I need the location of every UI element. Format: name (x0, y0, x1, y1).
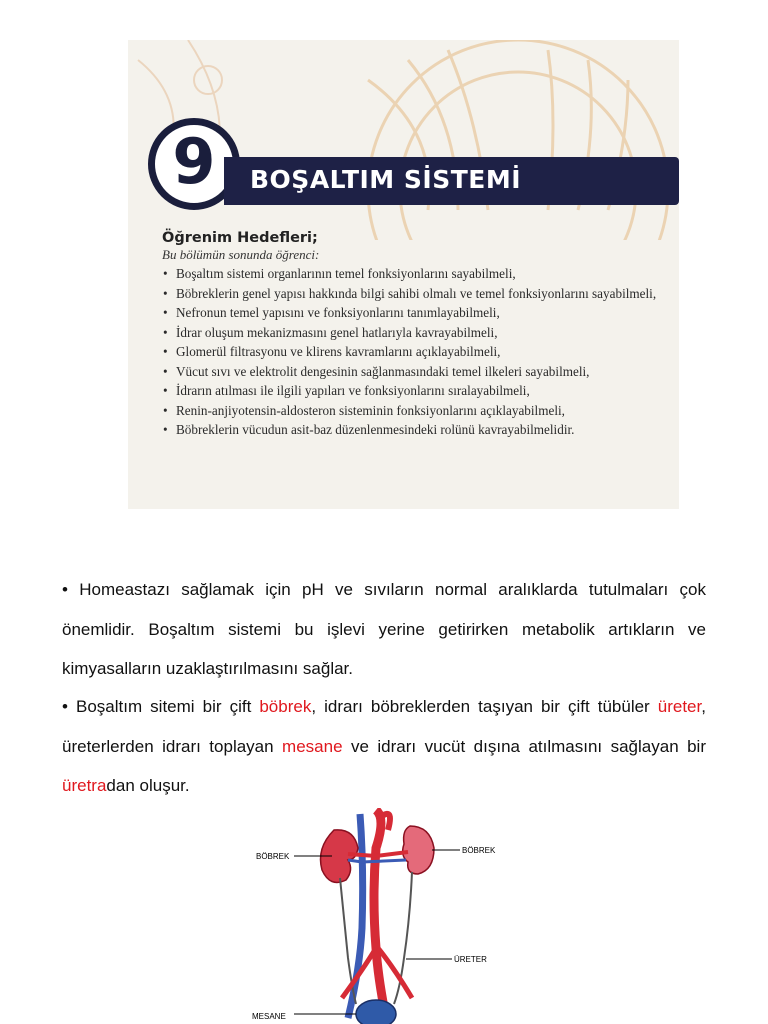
bladder (356, 1000, 396, 1024)
objective-item: • Böbreklerin vücudun asit-baz düzenlenmesindeki rolünü kavrayabilmelidir. (162, 420, 670, 440)
learning-objectives (162, 230, 670, 440)
paragraph-organs (62, 687, 706, 806)
chapter-title: BOŞALTIM SİSTEMİ (250, 165, 522, 194)
urinary-system-diagram (236, 808, 518, 1024)
paragraph-text: , idrarı böbreklerden taşıyan bir çift tübüler (311, 697, 658, 716)
term-kidney: böbrek (259, 697, 312, 716)
paragraph-homeostasis: • Homeastazı sağlamak için pH ve sıvıların normal aralıklarda tutulmaları çok önemlidir. Boşaltım sistemi bu işlevi yerine getirirken metabolik artıkların ve kimyasalların uzaklaştırılmasını sağlar. (62, 580, 706, 678)
objective-item: • Boşaltım sistemi organlarının temel fonksiyonlarını sayabilmeli, (162, 264, 670, 284)
objective-item: • Vücut sıvı ve elektrolit dengesinin sağlanmasındaki temel ilkeleri sayabilmeli, (162, 362, 670, 382)
paragraph-text: , üreterlerden idrarı toplayan (62, 697, 706, 756)
objectives-title: Öğrenim Hedefleri; (162, 230, 318, 246)
term-bladder: mesane (282, 736, 343, 756)
objective-item: • Renin-anjiyotensin-aldosteron sisteminin fonksiyonlarını açıklayabilmeli, (162, 401, 670, 421)
aorta (374, 810, 386, 1018)
objective-item: • Glomerül filtrasyonu ve klirens kavramlarını açıklayabilmeli, (162, 342, 670, 362)
objectives-subtitle: Bu bölümün sonunda öğrenci: (162, 247, 320, 262)
kidney-right (403, 826, 434, 874)
paragraph-text: dan oluşur. (106, 776, 190, 795)
paragraph-text: ve idrarı vucüt dışına atılmasını sağlayan bir (342, 736, 706, 756)
chapter-title-banner (224, 157, 679, 205)
label-ureter: ÜRETER (454, 955, 487, 964)
objectives-list (162, 264, 670, 440)
objective-item: • Nefronun temel yapısını ve fonksiyonlarını tanımlayabilmeli, (162, 303, 670, 323)
chapter-number: 9 (172, 125, 216, 198)
objective-item: • İdrar oluşum mekanizmasını genel hatlarıyla kavrayabilmeli, (162, 323, 670, 343)
objective-item: • İdrarın atılması ile ilgili yapıları ve fonksiyonlarını sıralayabilmeli, (162, 381, 670, 401)
term-ureter: üreter (657, 697, 702, 716)
textbook-scan (128, 40, 679, 509)
objective-item: • Böbreklerin genel yapısı hakkında bilgi sahibi olmalı ve temel fonksiyonlarını sayabilmeli, (162, 284, 670, 304)
label-bladder: MESANE (252, 1012, 286, 1021)
label-kidney-left: BÖBREK (256, 852, 290, 861)
label-kidney-right: BÖBREK (462, 846, 496, 855)
paragraph-text: • Boşaltım sitemi bir çift (62, 697, 260, 716)
term-urethra: üretra (62, 776, 107, 795)
